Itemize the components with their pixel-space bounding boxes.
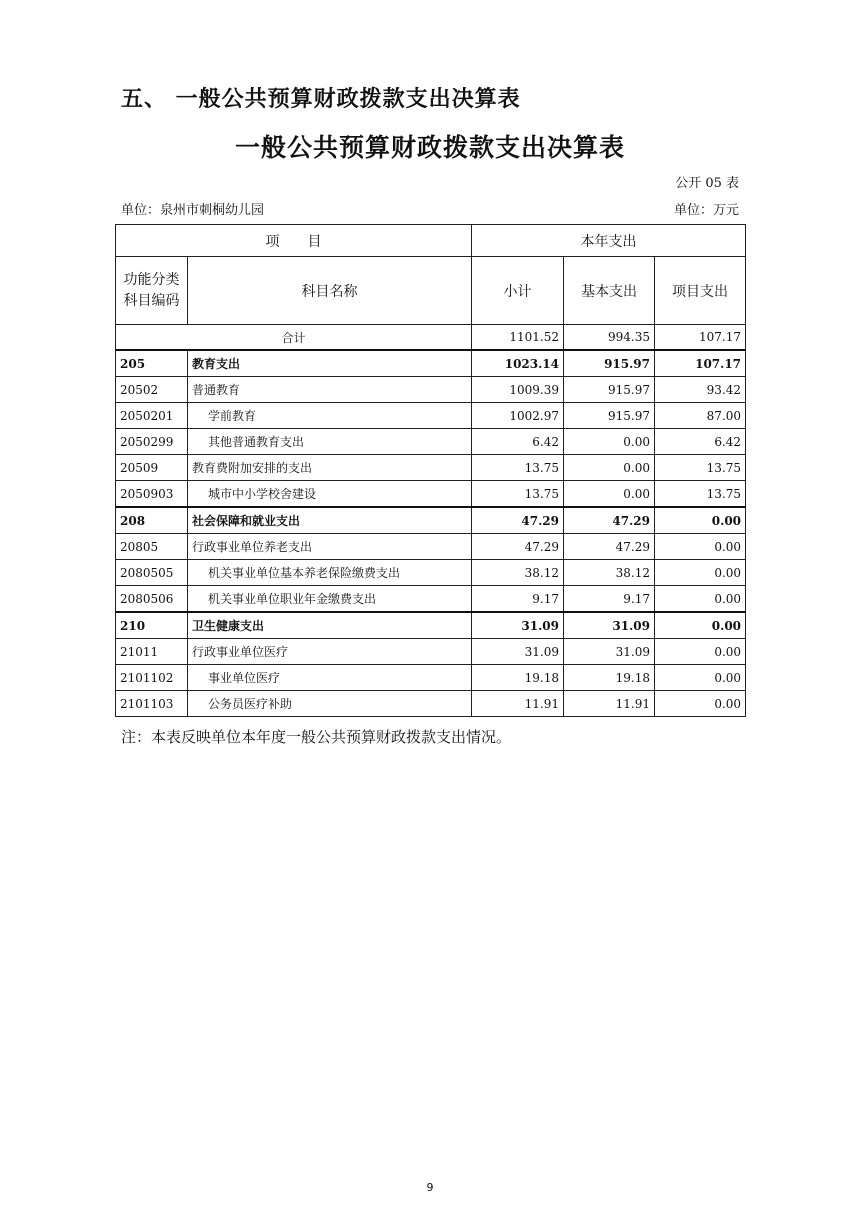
- budget-table: [115, 224, 746, 717]
- unit-name: 单位：泉州市刺桐幼儿园: [121, 203, 265, 218]
- table-row: [116, 534, 746, 560]
- total-subtotal: 1101.52: [472, 325, 564, 351]
- header-items: 项 目: [116, 225, 472, 257]
- row-subtotal: 31.09: [472, 639, 564, 665]
- row-code: 2050299: [116, 429, 188, 455]
- row-name: 事业单位医疗: [188, 665, 472, 691]
- total-project: 107.17: [655, 325, 746, 351]
- row-project: 0.00: [655, 639, 746, 665]
- table-row: [116, 481, 746, 508]
- row-basic: 915.97: [564, 403, 655, 429]
- total-label: 合计: [116, 325, 472, 351]
- row-project: 0.00: [655, 665, 746, 691]
- row-name: 行政事业单位医疗: [188, 639, 472, 665]
- header-project: 项目支出: [655, 257, 746, 325]
- row-name: 机关事业单位职业年金缴费支出: [188, 586, 472, 613]
- section-heading: 五、 一般公共预算财政拨款支出决算表: [121, 87, 521, 112]
- header-code: 功能分类科目编码: [116, 257, 188, 325]
- total-basic: 994.35: [564, 325, 655, 351]
- row-subtotal: 13.75: [472, 481, 564, 508]
- header-current-year: 本年支出: [472, 225, 746, 257]
- row-basic: 915.97: [564, 350, 655, 377]
- row-name: 城市中小学校舍建设: [188, 481, 472, 508]
- row-project: 107.17: [655, 350, 746, 377]
- row-code: 2050903: [116, 481, 188, 508]
- row-code: 2080505: [116, 560, 188, 586]
- row-code: 2050201: [116, 403, 188, 429]
- row-name: 普通教育: [188, 377, 472, 403]
- table-row: [116, 612, 746, 639]
- row-project: 93.42: [655, 377, 746, 403]
- table-row: [116, 586, 746, 613]
- row-subtotal: 1009.39: [472, 377, 564, 403]
- row-basic: 11.91: [564, 691, 655, 717]
- row-name: 社会保障和就业支出: [188, 507, 472, 534]
- row-project: 13.75: [655, 481, 746, 508]
- row-basic: 915.97: [564, 377, 655, 403]
- header-basic: 基本支出: [564, 257, 655, 325]
- row-project: 0.00: [655, 586, 746, 613]
- row-subtotal: 19.18: [472, 665, 564, 691]
- total-row: [116, 325, 746, 351]
- table-row: [116, 377, 746, 403]
- row-project: 0.00: [655, 691, 746, 717]
- row-project: 0.00: [655, 560, 746, 586]
- row-subtotal: 11.91: [472, 691, 564, 717]
- row-name: 公务员医疗补助: [188, 691, 472, 717]
- row-subtotal: 38.12: [472, 560, 564, 586]
- row-subtotal: 31.09: [472, 612, 564, 639]
- unit-label: 单位：万元: [673, 203, 739, 218]
- row-basic: 9.17: [564, 586, 655, 613]
- row-basic: 47.29: [564, 507, 655, 534]
- row-basic: 19.18: [564, 665, 655, 691]
- row-name: 其他普通教育支出: [188, 429, 472, 455]
- row-subtotal: 9.17: [472, 586, 564, 613]
- row-code: 2101103: [116, 691, 188, 717]
- row-subtotal: 13.75: [472, 455, 564, 481]
- table-row: [116, 507, 746, 534]
- table-header-row-1: [116, 225, 746, 257]
- row-code: 208: [116, 507, 188, 534]
- row-subtotal: 47.29: [472, 534, 564, 560]
- row-name: 卫生健康支出: [188, 612, 472, 639]
- row-subtotal: 1002.97: [472, 403, 564, 429]
- table-row: [116, 691, 746, 717]
- row-code: 2101102: [116, 665, 188, 691]
- page-title: 一般公共预算财政拨款支出决算表: [234, 133, 625, 162]
- page-number: 9: [426, 1181, 434, 1194]
- row-subtotal: 1023.14: [472, 350, 564, 377]
- row-name: 教育费附加安排的支出: [188, 455, 472, 481]
- footnote: 注：本表反映单位本年度一般公共预算财政拨款支出情况。: [121, 728, 512, 746]
- row-basic: 0.00: [564, 455, 655, 481]
- table-row: [116, 560, 746, 586]
- row-code: 2080506: [116, 586, 188, 613]
- table-row: [116, 639, 746, 665]
- header-name: 科目名称: [188, 257, 472, 325]
- row-project: 0.00: [655, 534, 746, 560]
- row-code: 20509: [116, 455, 188, 481]
- row-basic: 47.29: [564, 534, 655, 560]
- form-code: 公开 05 表: [675, 176, 739, 191]
- row-code: 20805: [116, 534, 188, 560]
- table-row: [116, 665, 746, 691]
- row-code: 20502: [116, 377, 188, 403]
- row-basic: 31.09: [564, 639, 655, 665]
- row-name: 教育支出: [188, 350, 472, 377]
- row-project: 13.75: [655, 455, 746, 481]
- row-basic: 38.12: [564, 560, 655, 586]
- table-row: [116, 350, 746, 377]
- row-code: 205: [116, 350, 188, 377]
- row-project: 87.00: [655, 403, 746, 429]
- row-project: 6.42: [655, 429, 746, 455]
- table-row: [116, 455, 746, 481]
- row-project: 0.00: [655, 507, 746, 534]
- row-subtotal: 47.29: [472, 507, 564, 534]
- table-row: [116, 403, 746, 429]
- table-header-row-2: [116, 257, 746, 325]
- row-name: 学前教育: [188, 403, 472, 429]
- row-name: 行政事业单位养老支出: [188, 534, 472, 560]
- row-code: 210: [116, 612, 188, 639]
- row-basic: 0.00: [564, 481, 655, 508]
- header-subtotal: 小计: [472, 257, 564, 325]
- table-row: [116, 429, 746, 455]
- row-name: 机关事业单位基本养老保险缴费支出: [188, 560, 472, 586]
- row-code: 21011: [116, 639, 188, 665]
- row-basic: 31.09: [564, 612, 655, 639]
- row-basic: 0.00: [564, 429, 655, 455]
- row-subtotal: 6.42: [472, 429, 564, 455]
- row-project: 0.00: [655, 612, 746, 639]
